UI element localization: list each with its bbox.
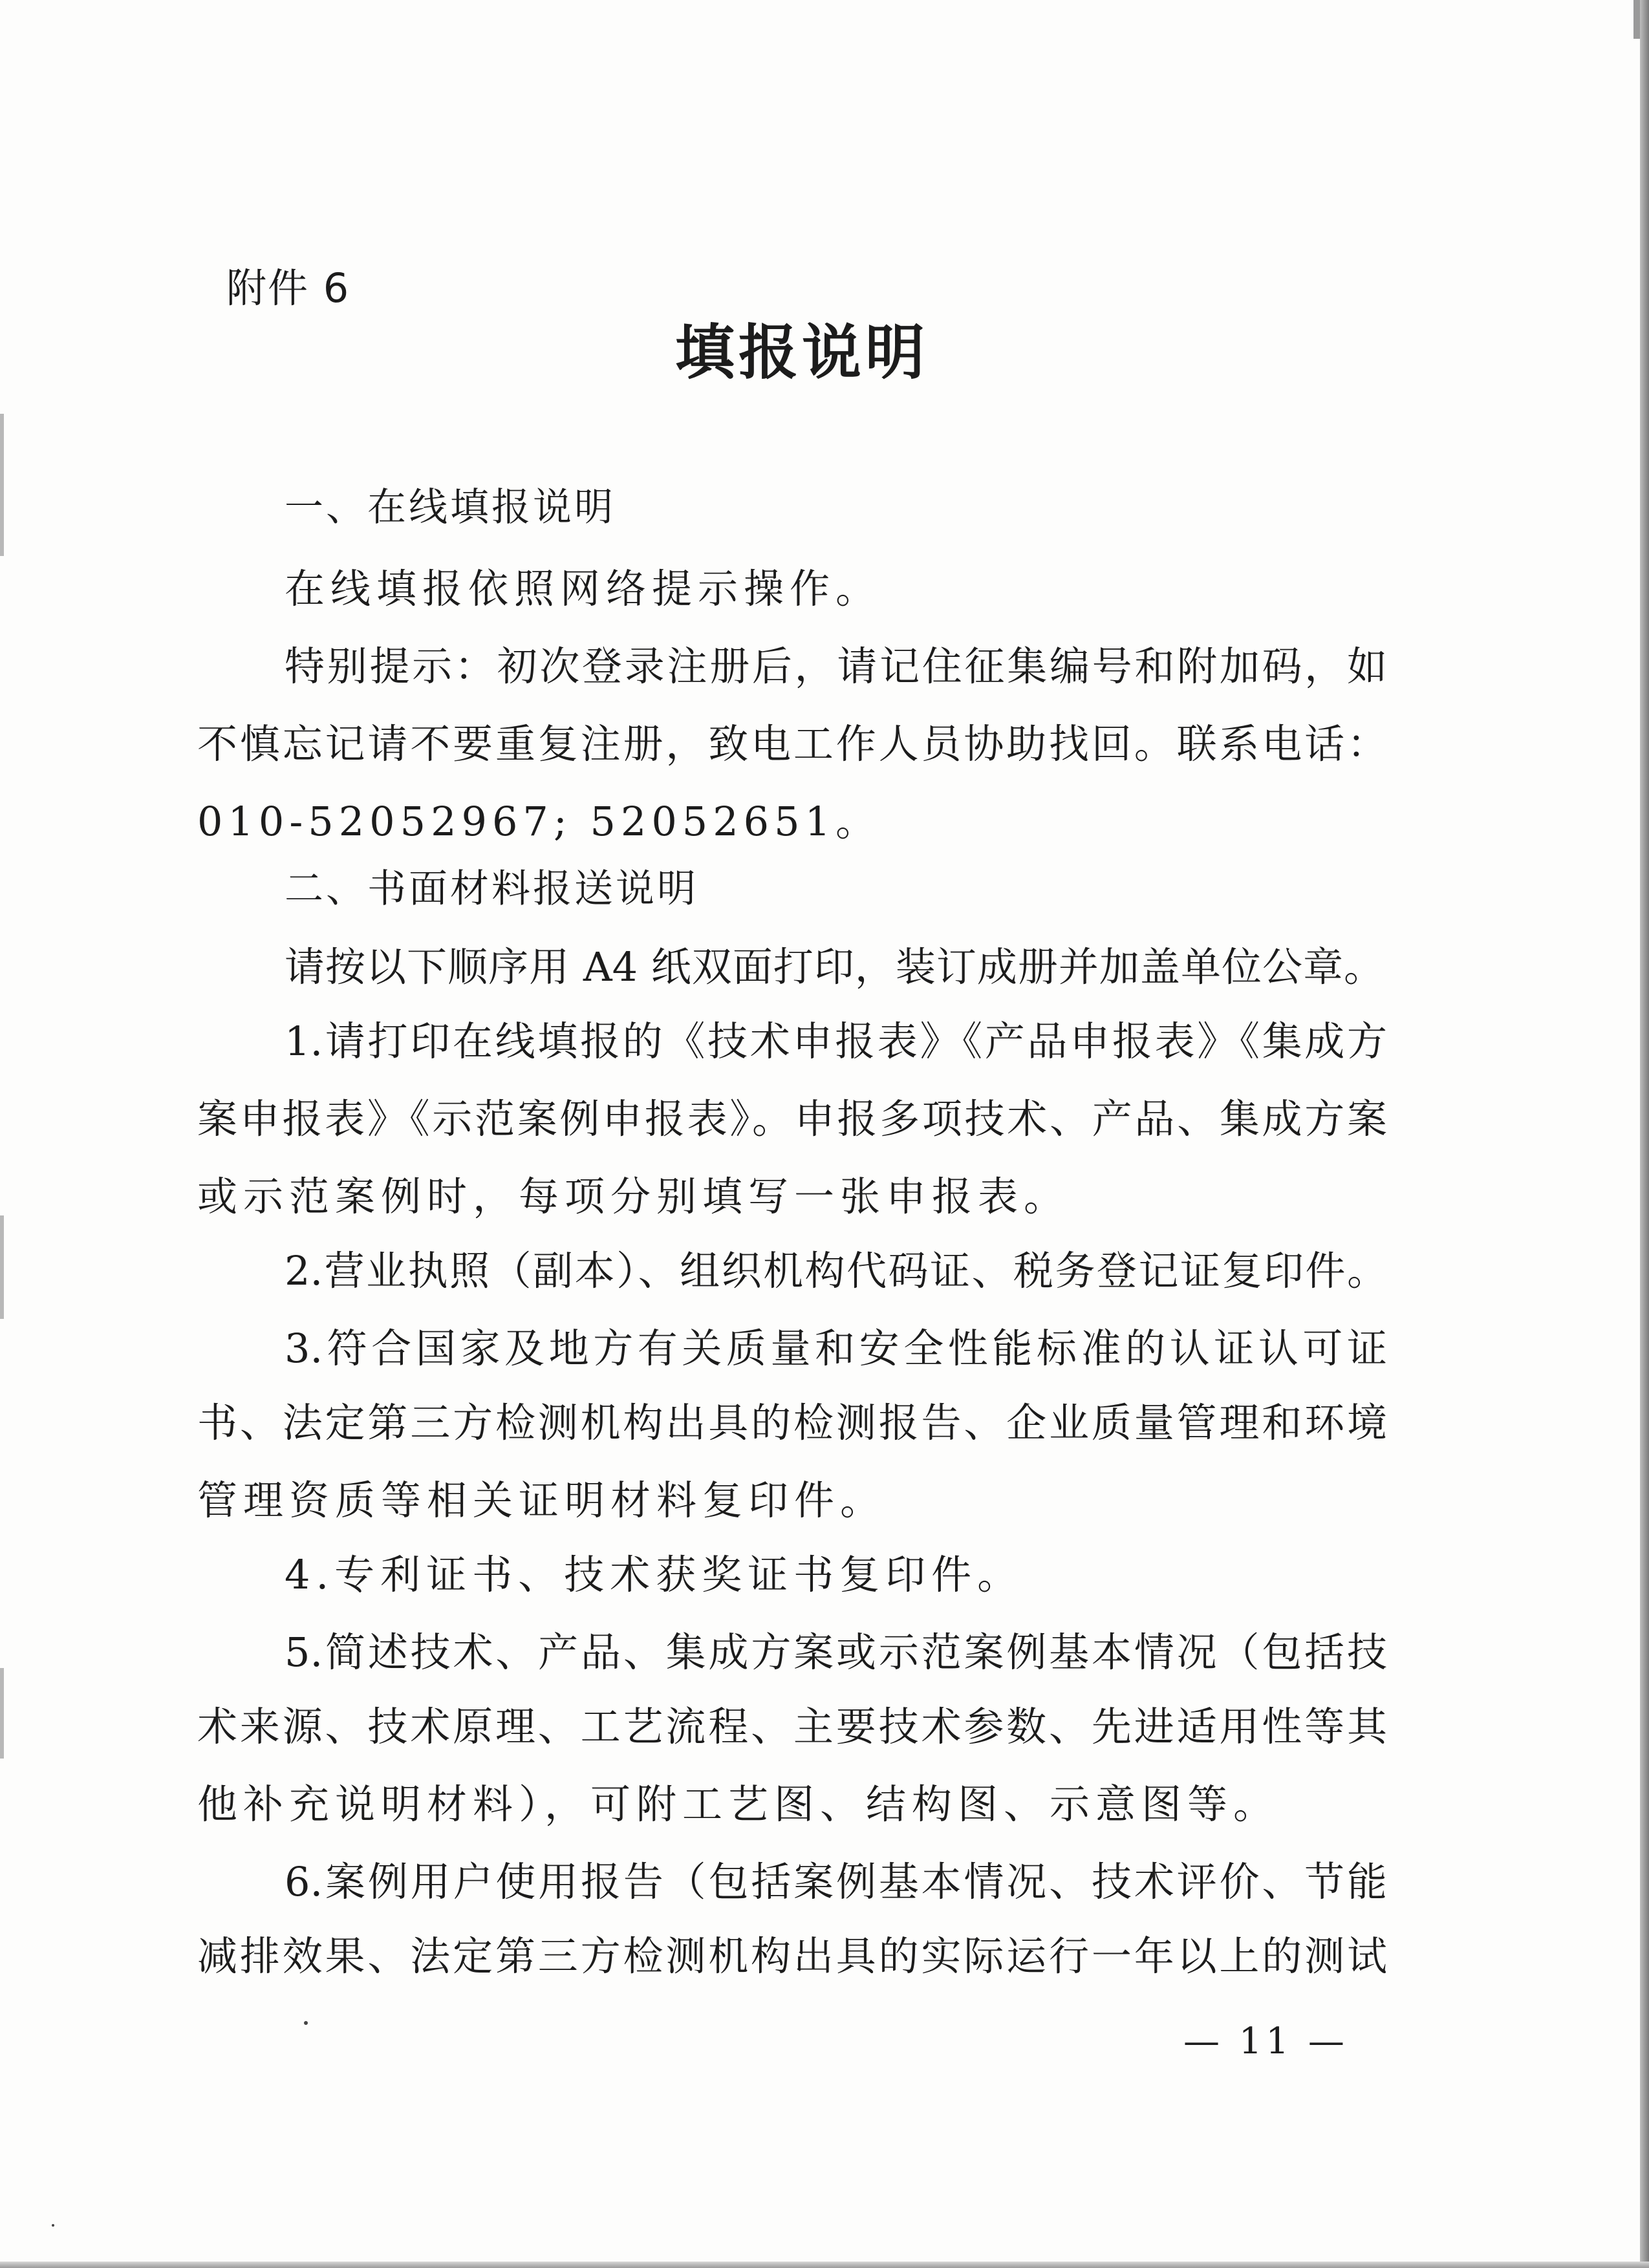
item3-line: 书、法定第三方检测机构出具的检测报告、企业质量管理和环境 [197, 1399, 1387, 1446]
item4-line: 4.专利证书、技术获奖证书复印件。 [285, 1551, 1024, 1598]
item3-line: 3.符合国家及地方有关质量和安全性能标准的认证认可证 [285, 1325, 1387, 1372]
scan-mark-left [0, 1215, 4, 1319]
item6-line: 6.案例用户使用报告（包括案例基本情况、技术评价、节能 [285, 1858, 1387, 1905]
item2-line: 2.营业执照（副本）、组织机构代码证、税务登记证复印件。 [285, 1247, 1387, 1294]
item5-line: 他补充说明材料），可附工艺图、结构图、示意图等。 [197, 1781, 1280, 1828]
item1-line: 1.请打印在线填报的《技术申报表》《产品申报表》《集成方 [285, 1018, 1387, 1065]
item1-line: 案申报表》《示范案例申报表》。申报多项技术、产品、集成方案 [197, 1095, 1387, 1142]
attachment-label: 附件 6 [226, 264, 350, 312]
item5-line: 术来源、技术原理、工艺流程、主要技术参数、先进适用性等其 [197, 1703, 1387, 1750]
section2-intro: 请按以下顺序用 A4 纸双面打印，装订成册并加盖单位公章。 [285, 943, 1384, 990]
scan-edge-bottom [0, 2262, 1649, 2268]
scan-edge-right [1640, 0, 1649, 2268]
section1-note-line: 不慎忘记请不要重复注册，致电工作人员协助找回。联系电话： [197, 720, 1387, 767]
document-title: 填报说明 [674, 318, 929, 387]
scan-edge-right-top [1633, 0, 1640, 39]
section1-note-line: 特别提示：初次登录注册后，请记住征集编号和附加码，如 [285, 643, 1387, 690]
item6-line: 减排效果、法定第三方检测机构出具的实际运行一年以上的测试 [197, 1932, 1387, 1980]
scan-mark-left [0, 414, 4, 556]
scan-mark-left [0, 1668, 4, 1759]
scan-speck [52, 2224, 54, 2227]
item3-line: 管理资质等相关证明材料复印件。 [197, 1477, 887, 1524]
item1-line: 或示范案例时，每项分别填写一张申报表。 [197, 1173, 1070, 1220]
section2-heading: 二、书面材料报送说明 [285, 866, 698, 912]
scan-speck [304, 2021, 308, 2025]
item5-line: 5.简述技术、产品、集成方案或示范案例基本情况（包括技 [285, 1629, 1387, 1676]
section1-heading: 一、在线填报说明 [285, 485, 616, 530]
section1-paragraph: 在线填报依照网络提示操作。 [285, 565, 882, 612]
page-number: — 11 — [1183, 2020, 1348, 2062]
contact-phone: 010-52052967; 52052651。 [197, 798, 881, 845]
